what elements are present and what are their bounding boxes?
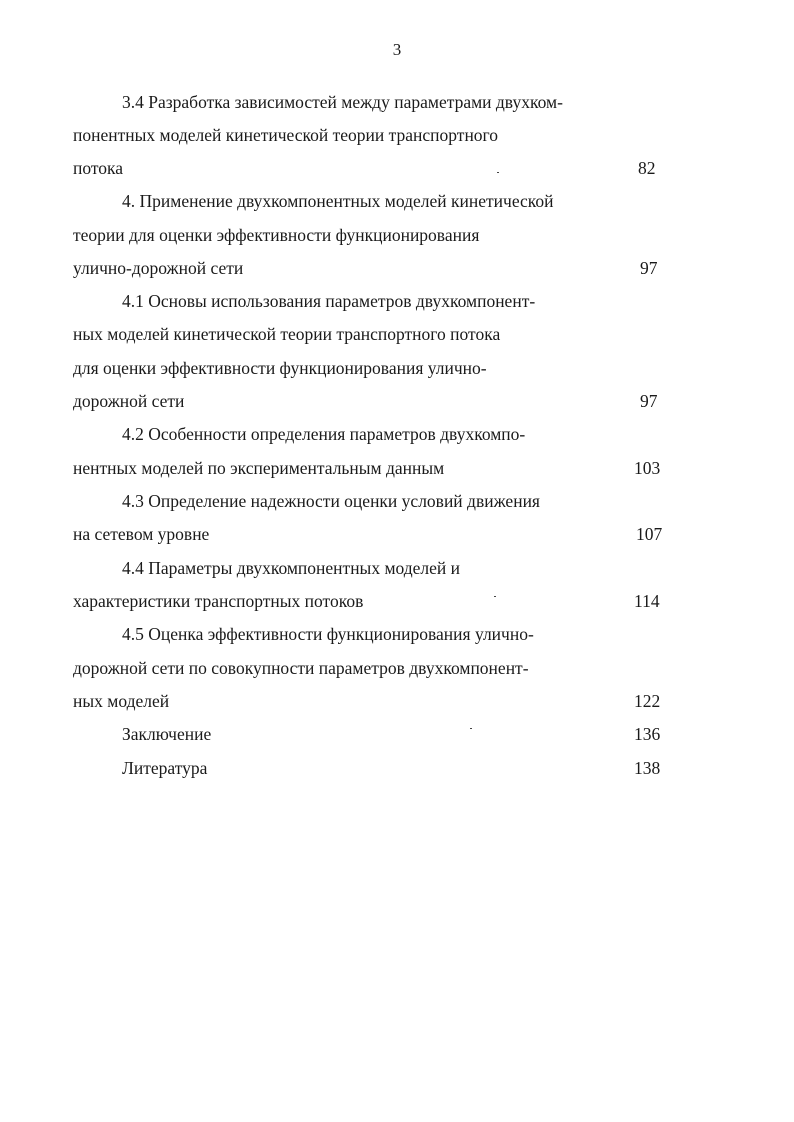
toc-entry-line: дорожной сети — [73, 391, 185, 411]
page-number: 3 — [392, 40, 402, 59]
toc-entry-line: 4.3 Определение надежности оценки условий движения — [122, 491, 540, 511]
toc-page-number: 138 — [634, 758, 661, 778]
toc-entry-line: улично-дорожной сети — [73, 258, 244, 278]
toc-entry-line: 3.4 Разработка зависимостей между параметрами двухком- — [122, 92, 563, 112]
toc-entry-line: для оценки эффективности функционирования улично- — [73, 358, 487, 378]
toc-entry-line: на сетевом уровне — [73, 524, 210, 544]
toc-entry-line: Заключение — [122, 724, 212, 744]
scan-speck — [497, 172, 499, 173]
toc-page-number: 136 — [634, 724, 661, 744]
toc-entry-line: ных моделей — [73, 691, 170, 711]
toc-entry-line: характеристики транспортных потоков — [73, 591, 364, 611]
toc-entry-line: понентных моделей кинетической теории транспортного — [73, 125, 499, 145]
toc-page-number: 97 — [640, 258, 658, 278]
toc-page-number: 82 — [638, 158, 656, 178]
toc-entry-line: 4.4 Параметры двухкомпонентных моделей и — [122, 558, 461, 578]
toc-entry-line: дорожной сети по совокупности параметров двухкомпонент- — [73, 658, 529, 678]
toc-page-number: 122 — [634, 691, 661, 711]
toc-entry-line: теории для оценки эффективности функционирования — [73, 225, 480, 245]
toc-entry-line: 4.5 Оценка эффективности функционирования улично- — [122, 624, 534, 644]
toc-entry-line: потока — [73, 158, 124, 178]
toc-page-number: 107 — [636, 524, 663, 544]
toc-entry-line: нентных моделей по экспериментальным данным — [73, 458, 445, 478]
toc-entry-line: 4.2 Особенности определения параметров двухкомпо- — [122, 424, 526, 444]
toc-entry-line: 4.1 Основы использования параметров двухкомпонент- — [122, 291, 536, 311]
toc-entry-line: ных моделей кинетической теории транспортного потока — [73, 324, 501, 344]
toc-page-number: 103 — [634, 458, 661, 478]
toc-entry-line: Литература — [122, 758, 208, 778]
toc-entry-line: 4. Применение двухкомпонентных моделей кинетической — [122, 191, 554, 211]
toc-page-number: 114 — [634, 591, 660, 611]
scan-speck — [494, 596, 496, 597]
toc-page-number: 97 — [640, 391, 658, 411]
scan-speck — [470, 728, 472, 729]
